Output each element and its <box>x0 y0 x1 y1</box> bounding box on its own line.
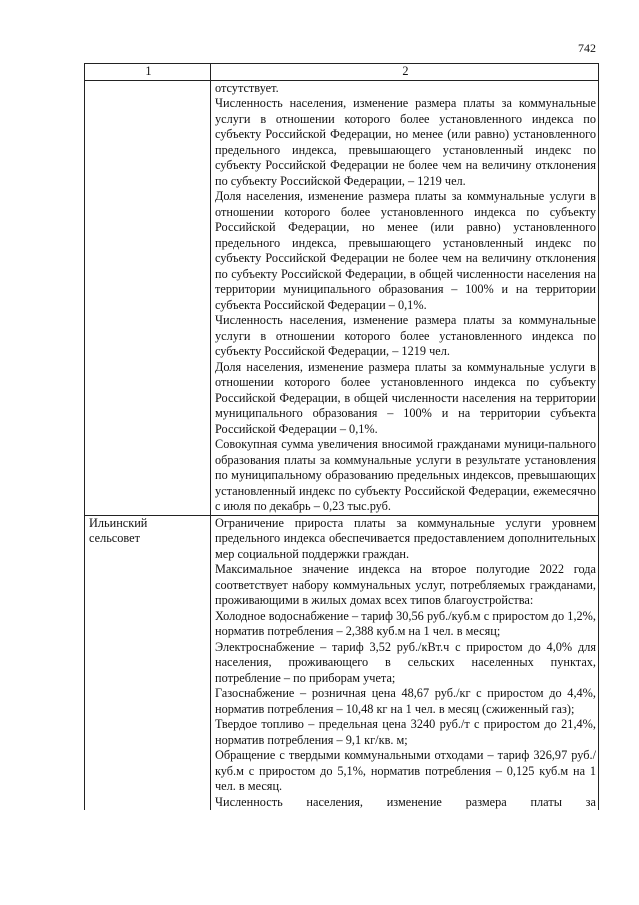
table-header-row <box>85 64 599 81</box>
paragraph: Холодное водоснабжение – тариф 30,56 руб./куб.м с приростом до 1,2%, норматив потребления – 2,388 куб.м на 1 чел. в месяц; <box>215 608 596 638</box>
document-table <box>84 63 599 810</box>
row1-col1-cell <box>85 80 211 515</box>
paragraph: Доля населения, изменение размера платы за коммунальные услуги в отношении которого более установленного индекса по субъекту Российской Федерации, но менее (или равно) установленного предельного индекса, превышающего установленный индекс по субъекту Российской Федерации не более чем на величину отклонения по субъекту Российской Федерации, в общей численности населения на территории муниципального образования – 100% и на территории субъекта Российской Федерации – 0,1%. <box>215 189 596 312</box>
header-cell-1: 1 <box>85 64 211 81</box>
paragraph: Доля населения, изменение размера платы за коммунальные услуги в отношении которого более установленного индекса по субъекту Российской Федерации, в общей численности населения на территории муниципального образования – 100% и на территории субъекта Российской Федерации – 0,1%. <box>215 359 596 436</box>
row1-col2-cell <box>211 80 599 515</box>
paragraph: отсутствует. <box>215 80 279 95</box>
table-row <box>85 80 599 515</box>
page-number: 742 <box>578 41 596 55</box>
paragraph: Электроснабжение – тариф 3,52 руб./кВт.ч с приростом до 4,0% для населения, проживающего в сельских населенных пунктах, потребление – по приборам учета; <box>215 639 596 685</box>
paragraph: Численность населения, изменение размера платы за <box>215 794 596 809</box>
paragraph: Газоснабжение – розничная цена 48,67 руб./кг с приростом до 4,4%, норматив потребления – 10,48 кг на 1 чел. в месяц (сжиженный газ); <box>215 686 596 716</box>
paragraph: Обращение с твердыми коммунальными отходами – тариф 326,97 руб./куб.м с приростом до 5,1%, норматив потребления – 0,125 куб.м на 1 чел. в месяц. <box>215 748 596 793</box>
paragraph: Твердое топливо – предельная цена 3240 руб./т с приростом до 21,4%, норматив потребления – 9,1 кг/кв. м; <box>215 717 596 747</box>
row2-col1-cell <box>85 515 211 810</box>
row2-col2-cell <box>211 515 599 810</box>
paragraph: Совокупная сумма увеличения вносимой гражданами муници-пального образования платы за коммунальные услуги в результате установления по муниципальному образованию предельных индексов, превышающих установленный индекс по субъекту Российской Федерации, ежемесячно с июля по декабрь – 0,23 тыс.руб. <box>215 437 596 513</box>
paragraph: Максимальное значение индекса на второе полугодие 2022 года соответствует набору коммунальных услуг, потребляемых гражданами, проживающими в жилых домах всех типов благоустройства: <box>215 562 596 607</box>
paragraph: Численность населения, изменение размера платы за коммунальные услуги в отношении которого более установленного индекса по субъекту Российской Федерации, – 1219 чел. <box>215 313 596 358</box>
paragraph: Ограничение прироста платы за коммунальные услуги уровнем предельного индекса обеспечивается предоставлением дополнительных мер социальной поддержки граждан. <box>215 515 596 561</box>
table-row <box>85 515 599 810</box>
header-cell-2: 2 <box>211 64 599 81</box>
paragraph: Численность населения, изменение размера платы за коммунальные услуги в отношении которого более установленного индекса по субъекту Российской Федерации, но менее (или равно) установленного предельного индекса, превышающего установленный индекс по субъекту Российской Федерации не более чем на величину отклонения по субъекту Российской Федерации, – 1219 чел. <box>215 96 596 188</box>
municipality-name: Ильинский сельсовет <box>89 515 148 545</box>
